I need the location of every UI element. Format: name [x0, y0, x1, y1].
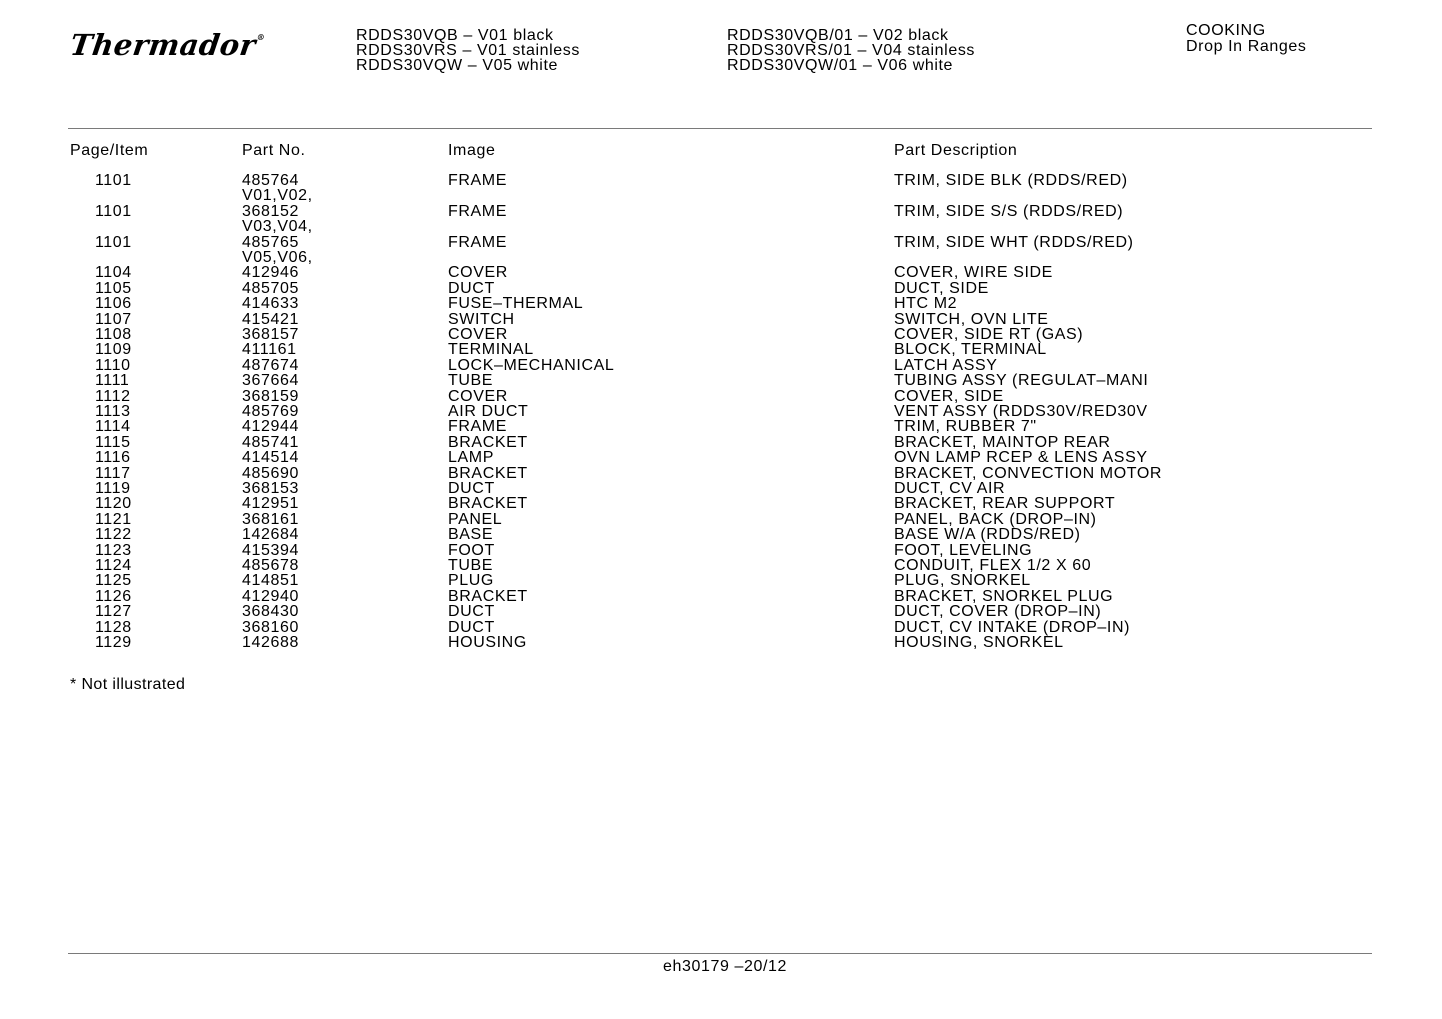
image-cell: PANEL [448, 510, 503, 528]
description-cell: VENT ASSY (RDDS30V/RED30V [894, 403, 1148, 420]
part-number-cell: 368157 [242, 326, 299, 343]
image-cell: SWITCH [448, 310, 515, 328]
part-number-cell: 412946 [242, 264, 299, 282]
description-cell: COVER, SIDE [894, 387, 1004, 405]
document-code-text: eh30179 –20/12 [662, 958, 788, 975]
part-number-cell: 368161 [242, 510, 299, 528]
part-number-cell: 415421 [242, 310, 299, 328]
description-cell: CONDUIT, FLEX 1/2 X 60 [894, 557, 1092, 574]
image-cell: DUCT [448, 279, 495, 297]
brand-name: Thermador [68, 28, 259, 62]
image-cell: COVER [448, 326, 508, 343]
brand-logo [68, 28, 267, 62]
item-cell: 1120 [95, 495, 132, 513]
item-cell: 1123 [95, 541, 132, 559]
image-cell: DUCT [448, 618, 495, 636]
description-cell: PLUG, SNORKEL [894, 572, 1031, 590]
item-cell: 1109 [95, 341, 132, 359]
item-cell: 1104 [95, 264, 132, 282]
part-number-cell: 485678 [242, 557, 299, 574]
column-header-part: Part No. [242, 142, 306, 159]
item-cell: 1106 [95, 295, 132, 313]
model-line: RDDS30VRS – V01 stainless [356, 42, 580, 60]
model-line: RDDS30VQB/01 – V02 black [727, 27, 949, 44]
image-cell: AIR DUCT [448, 403, 529, 420]
item-cell: 1117 [95, 464, 131, 482]
description-cell: TRIM, SIDE BLK (RDDS/RED) [894, 172, 1128, 189]
item-cell: 1105 [95, 279, 132, 297]
image-cell: FRAME [448, 418, 507, 436]
item-cell: 1114 [95, 418, 131, 436]
description-cell: DUCT, COVER (DROP–IN) [894, 603, 1102, 621]
column-header-image: Image [448, 142, 496, 159]
item-cell: 1115 [95, 433, 131, 451]
item-cell: 1101 [95, 172, 132, 189]
part-number-cell: 485690 [242, 464, 299, 482]
item-cell: 1101 [95, 202, 132, 220]
part-number-cell: 367664 [242, 372, 299, 390]
variant-cell: V03,V04, [242, 218, 313, 236]
part-number-cell: 485769 [242, 403, 299, 420]
part-number-cell: 415394 [242, 541, 299, 559]
model-line: RDDS30VRS/01 – V04 stainless [727, 42, 976, 60]
part-number-cell: 414514 [242, 449, 299, 467]
model-line: RDDS30VQW – V05 white [356, 57, 559, 75]
document-code [0, 958, 1442, 976]
image-cell: HOUSING [448, 634, 527, 651]
variant-cell: V05,V06, [242, 248, 313, 266]
footnote: * Not illustrated [70, 676, 186, 693]
part-number-cell: 414851 [242, 572, 299, 590]
description-cell: HOUSING, SNORKEL [894, 634, 1064, 651]
category-line: COOKING [1186, 22, 1266, 39]
description-cell: BASE W/A (RDDS/RED) [894, 526, 1081, 544]
item-cell: 1107 [95, 310, 132, 328]
image-cell: LOCK–MECHANICAL [448, 356, 615, 374]
item-cell: 1128 [95, 618, 132, 636]
part-number-cell: 368153 [242, 480, 299, 497]
item-cell: 1110 [95, 356, 131, 374]
column-header-item: Page/Item [70, 142, 149, 159]
part-number-cell: 368430 [242, 603, 299, 621]
image-cell: FOOT [448, 541, 495, 559]
part-number-cell: 487674 [242, 356, 299, 374]
image-cell: BRACKET [448, 464, 528, 482]
image-cell: BRACKET [448, 495, 528, 513]
description-cell: COVER, SIDE RT (GAS) [894, 326, 1084, 343]
item-cell: 1119 [95, 480, 131, 497]
description-cell: OVN LAMP RCEP & LENS ASSY [894, 449, 1148, 467]
item-cell: 1122 [95, 526, 132, 544]
description-cell: BRACKET, CONVECTION MOTOR [894, 464, 1163, 482]
image-cell: TERMINAL [448, 341, 534, 359]
image-cell: FUSE–THERMAL [448, 295, 584, 313]
item-cell: 1125 [95, 572, 132, 590]
description-cell: DUCT, SIDE [894, 279, 989, 297]
model-list-right [727, 28, 975, 74]
part-number-cell: 414633 [242, 295, 299, 313]
item-cell: 1101 [95, 233, 132, 251]
image-cell: LAMP [448, 449, 494, 467]
image-cell: FRAME [448, 172, 507, 189]
description-cell: COVER, WIRE SIDE [894, 264, 1053, 282]
part-number-cell: 485705 [242, 279, 299, 297]
part-number-cell: 368159 [242, 387, 299, 405]
image-cell: TUBE [448, 557, 494, 574]
part-number-cell: 411161 [242, 341, 297, 359]
description-cell: PANEL, BACK (DROP–IN) [894, 510, 1097, 528]
category-line: Drop In Ranges [1186, 37, 1307, 55]
model-list-left [356, 28, 580, 74]
part-number-cell: 485741 [242, 433, 299, 451]
description-cell: FOOT, LEVELING [894, 541, 1033, 559]
item-cell: 1121 [95, 510, 132, 528]
part-number-cell: 368152 [242, 202, 299, 220]
image-cell: BRACKET [448, 433, 528, 451]
part-number-cell: 142688 [242, 634, 299, 651]
description-cell: TRIM, SIDE S/S (RDDS/RED) [894, 202, 1124, 220]
description-cell: DUCT, CV AIR [894, 480, 1006, 497]
part-number-cell: 368160 [242, 618, 299, 636]
image-cell: BRACKET [448, 587, 528, 605]
model-line: RDDS30VQW/01 – V06 white [727, 57, 954, 75]
item-cell: 1126 [95, 587, 132, 605]
column-header-description: Part Description [894, 142, 1018, 159]
item-cell: 1112 [95, 387, 131, 405]
part-number-cell: 412951 [242, 495, 299, 513]
description-cell: SWITCH, OVN LITE [894, 310, 1049, 328]
footer-divider [68, 953, 1372, 954]
part-number-cell: 412944 [242, 418, 299, 436]
description-cell: TRIM, SIDE WHT (RDDS/RED) [894, 233, 1134, 251]
description-cell: TUBING ASSY (REGULAT–MANI [894, 372, 1149, 390]
part-number-cell: 485765 [242, 233, 299, 251]
header-divider [68, 128, 1372, 129]
description-cell: BRACKET, MAINTOP REAR [894, 433, 1111, 451]
part-number-cell: 142684 [242, 526, 299, 544]
description-cell: TRIM, RUBBER 7" [894, 418, 1037, 436]
description-cell: DUCT, CV INTAKE (DROP–IN) [894, 618, 1131, 636]
item-cell: 1113 [95, 403, 131, 420]
image-cell: COVER [448, 264, 508, 282]
item-cell: 1116 [95, 449, 131, 467]
category-label [1186, 23, 1306, 54]
description-cell: BRACKET, REAR SUPPORT [894, 495, 1116, 513]
image-cell: COVER [448, 387, 508, 405]
image-cell: BASE [448, 526, 494, 544]
image-cell: PLUG [448, 572, 494, 590]
item-cell: 1111 [95, 372, 130, 390]
part-number-cell: 412940 [242, 587, 299, 605]
image-cell: FRAME [448, 202, 507, 220]
item-cell: 1129 [95, 634, 132, 651]
description-cell: HTC M2 [894, 295, 958, 313]
model-line: RDDS30VQB – V01 black [356, 27, 554, 44]
description-cell: LATCH ASSY [894, 356, 998, 374]
item-cell: 1124 [95, 557, 132, 574]
part-number-cell: 485764 [242, 172, 299, 189]
item-cell: 1127 [95, 603, 132, 621]
trademark-symbol: ® [256, 32, 266, 42]
variant-cell: V01,V02, [242, 187, 313, 205]
description-cell: BRACKET, SNORKEL PLUG [894, 587, 1114, 605]
description-cell: BLOCK, TERMINAL [894, 341, 1047, 359]
image-cell: DUCT [448, 480, 495, 497]
image-cell: DUCT [448, 603, 495, 621]
image-cell: FRAME [448, 233, 507, 251]
image-cell: TUBE [448, 372, 494, 390]
item-cell: 1108 [95, 326, 132, 343]
